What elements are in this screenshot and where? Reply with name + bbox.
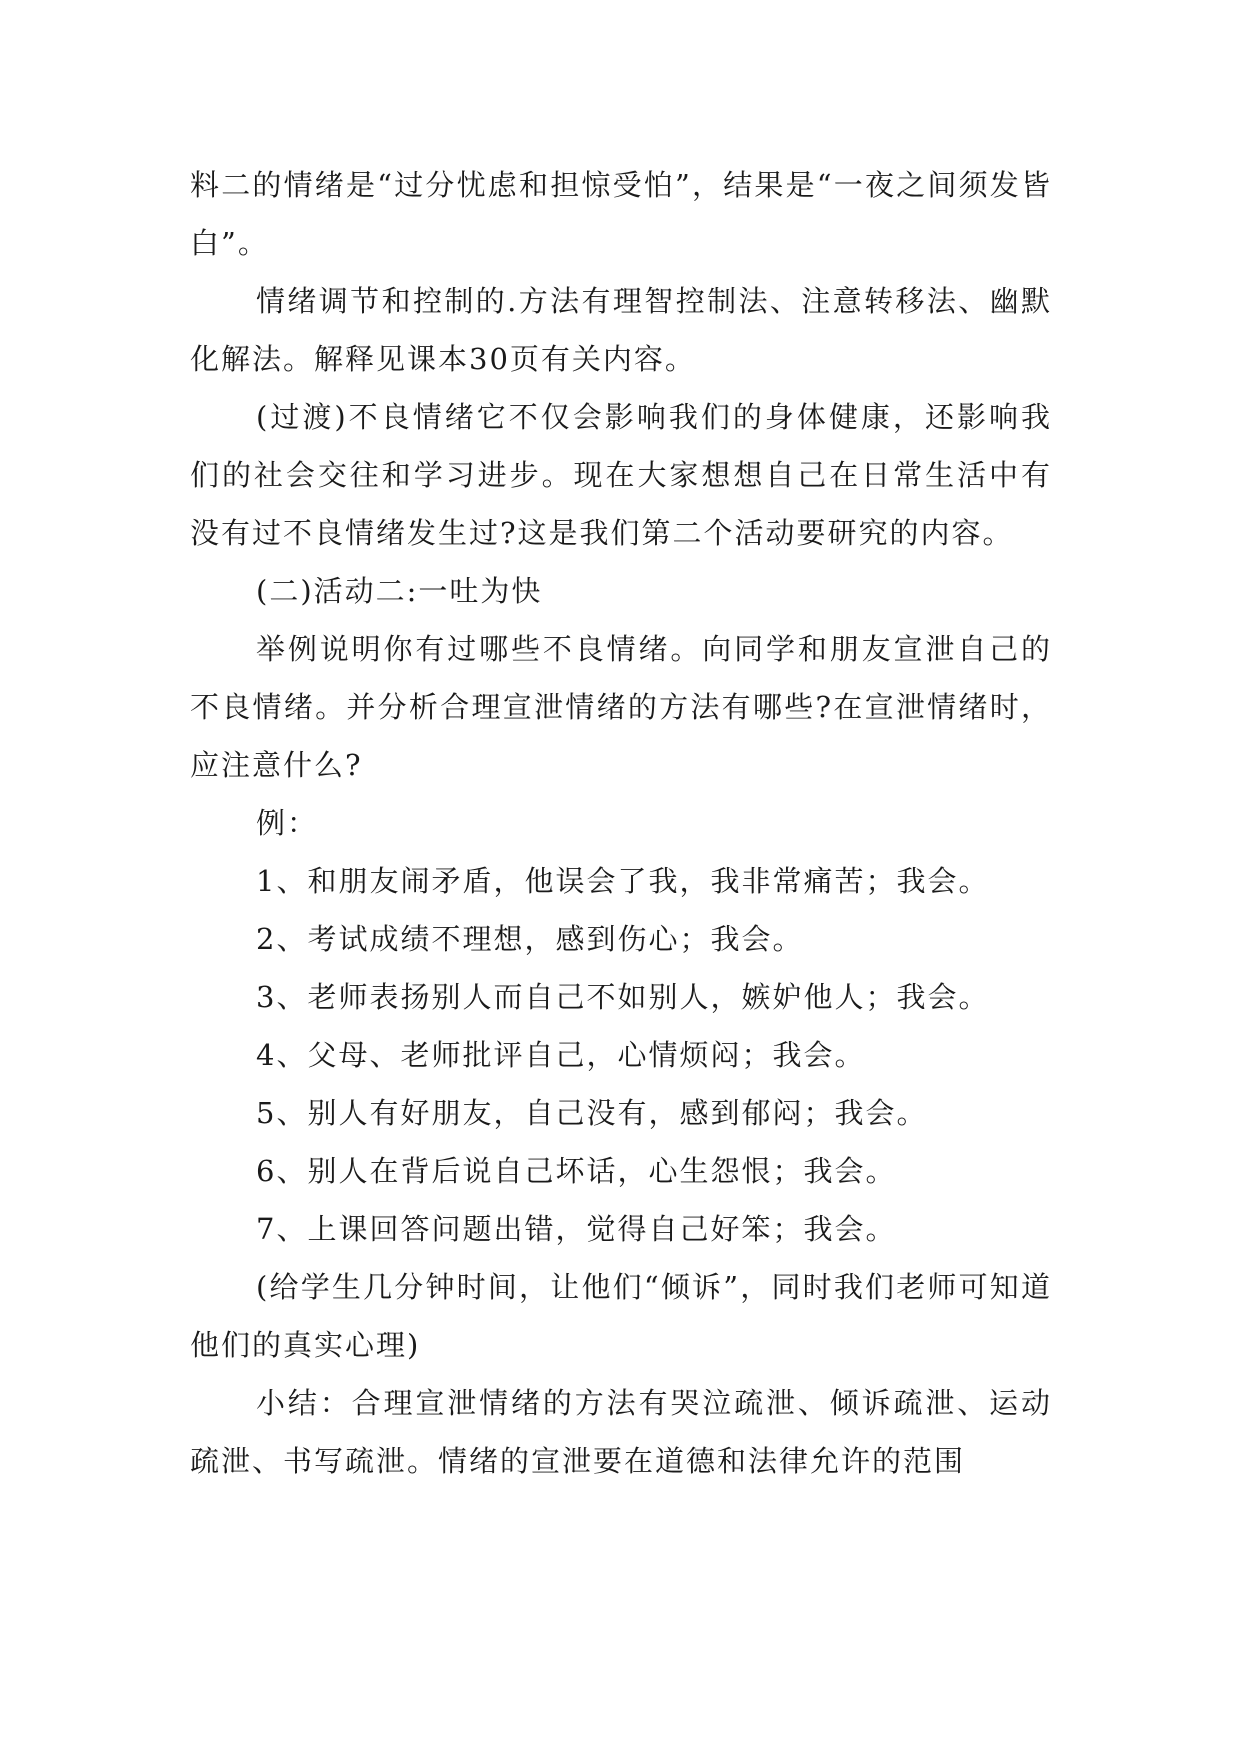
section-heading-activity-two: (二)活动二:一吐为快 [256, 574, 543, 608]
paragraph-teacher-note: (给学生几分钟时间，让他们“倾诉”，同时我们老师可知道他们的真实心理) [190, 1270, 1052, 1362]
paragraph-summary: 小结：合理宣泄情绪的方法有哭泣疏泄、倾诉疏泄、运动疏泄、书写疏泄。情绪的宣泄要在道德和法律允许的范围 [190, 1386, 1052, 1478]
paragraph-3: (过渡)不良情绪它不仅会影响我们的身体健康，还影响我们的社会交往和学习进步。现在大家想想自己在日常生活中有没有过不良情绪发生过?这是我们第二个活动要研究的内容。 [190, 400, 1052, 550]
example-item-5: 5、别人有好朋友，自己没有，感到郁闷；我会。 [256, 1096, 928, 1130]
paragraph-1: 料二的情绪是“过分忧虑和担惊受怕”，结果是“一夜之间须发皆白”。 [190, 168, 1052, 260]
paragraph-2: 情绪调节和控制的.方法有理智控制法、注意转移法、幽默化解法。解释见课本30页有关内容。 [190, 284, 1052, 376]
example-item-1: 1、和朋友闹矛盾，他误会了我，我非常痛苦；我会。 [256, 864, 990, 898]
paragraph-5: 举例说明你有过哪些不良情绪。向同学和朋友宣泄自己的不良情绪。并分析合理宣泄情绪的方法有哪些?在宣泄情绪时，应注意什么? [190, 632, 1052, 782]
document-body [190, 156, 1052, 1490]
example-label: 例： [256, 806, 319, 840]
example-item-7: 7、上课回答问题出错，觉得自己好笨；我会。 [256, 1212, 897, 1246]
example-item-4: 4、父母、老师批评自己，心情烦闷；我会。 [256, 1038, 866, 1072]
example-item-2: 2、考试成绩不理想，感到伤心；我会。 [256, 922, 804, 956]
example-item-3: 3、老师表扬别人而自己不如别人，嫉妒他人；我会。 [256, 980, 990, 1014]
example-item-6: 6、别人在背后说自己坏话，心生怨恨；我会。 [256, 1154, 897, 1188]
